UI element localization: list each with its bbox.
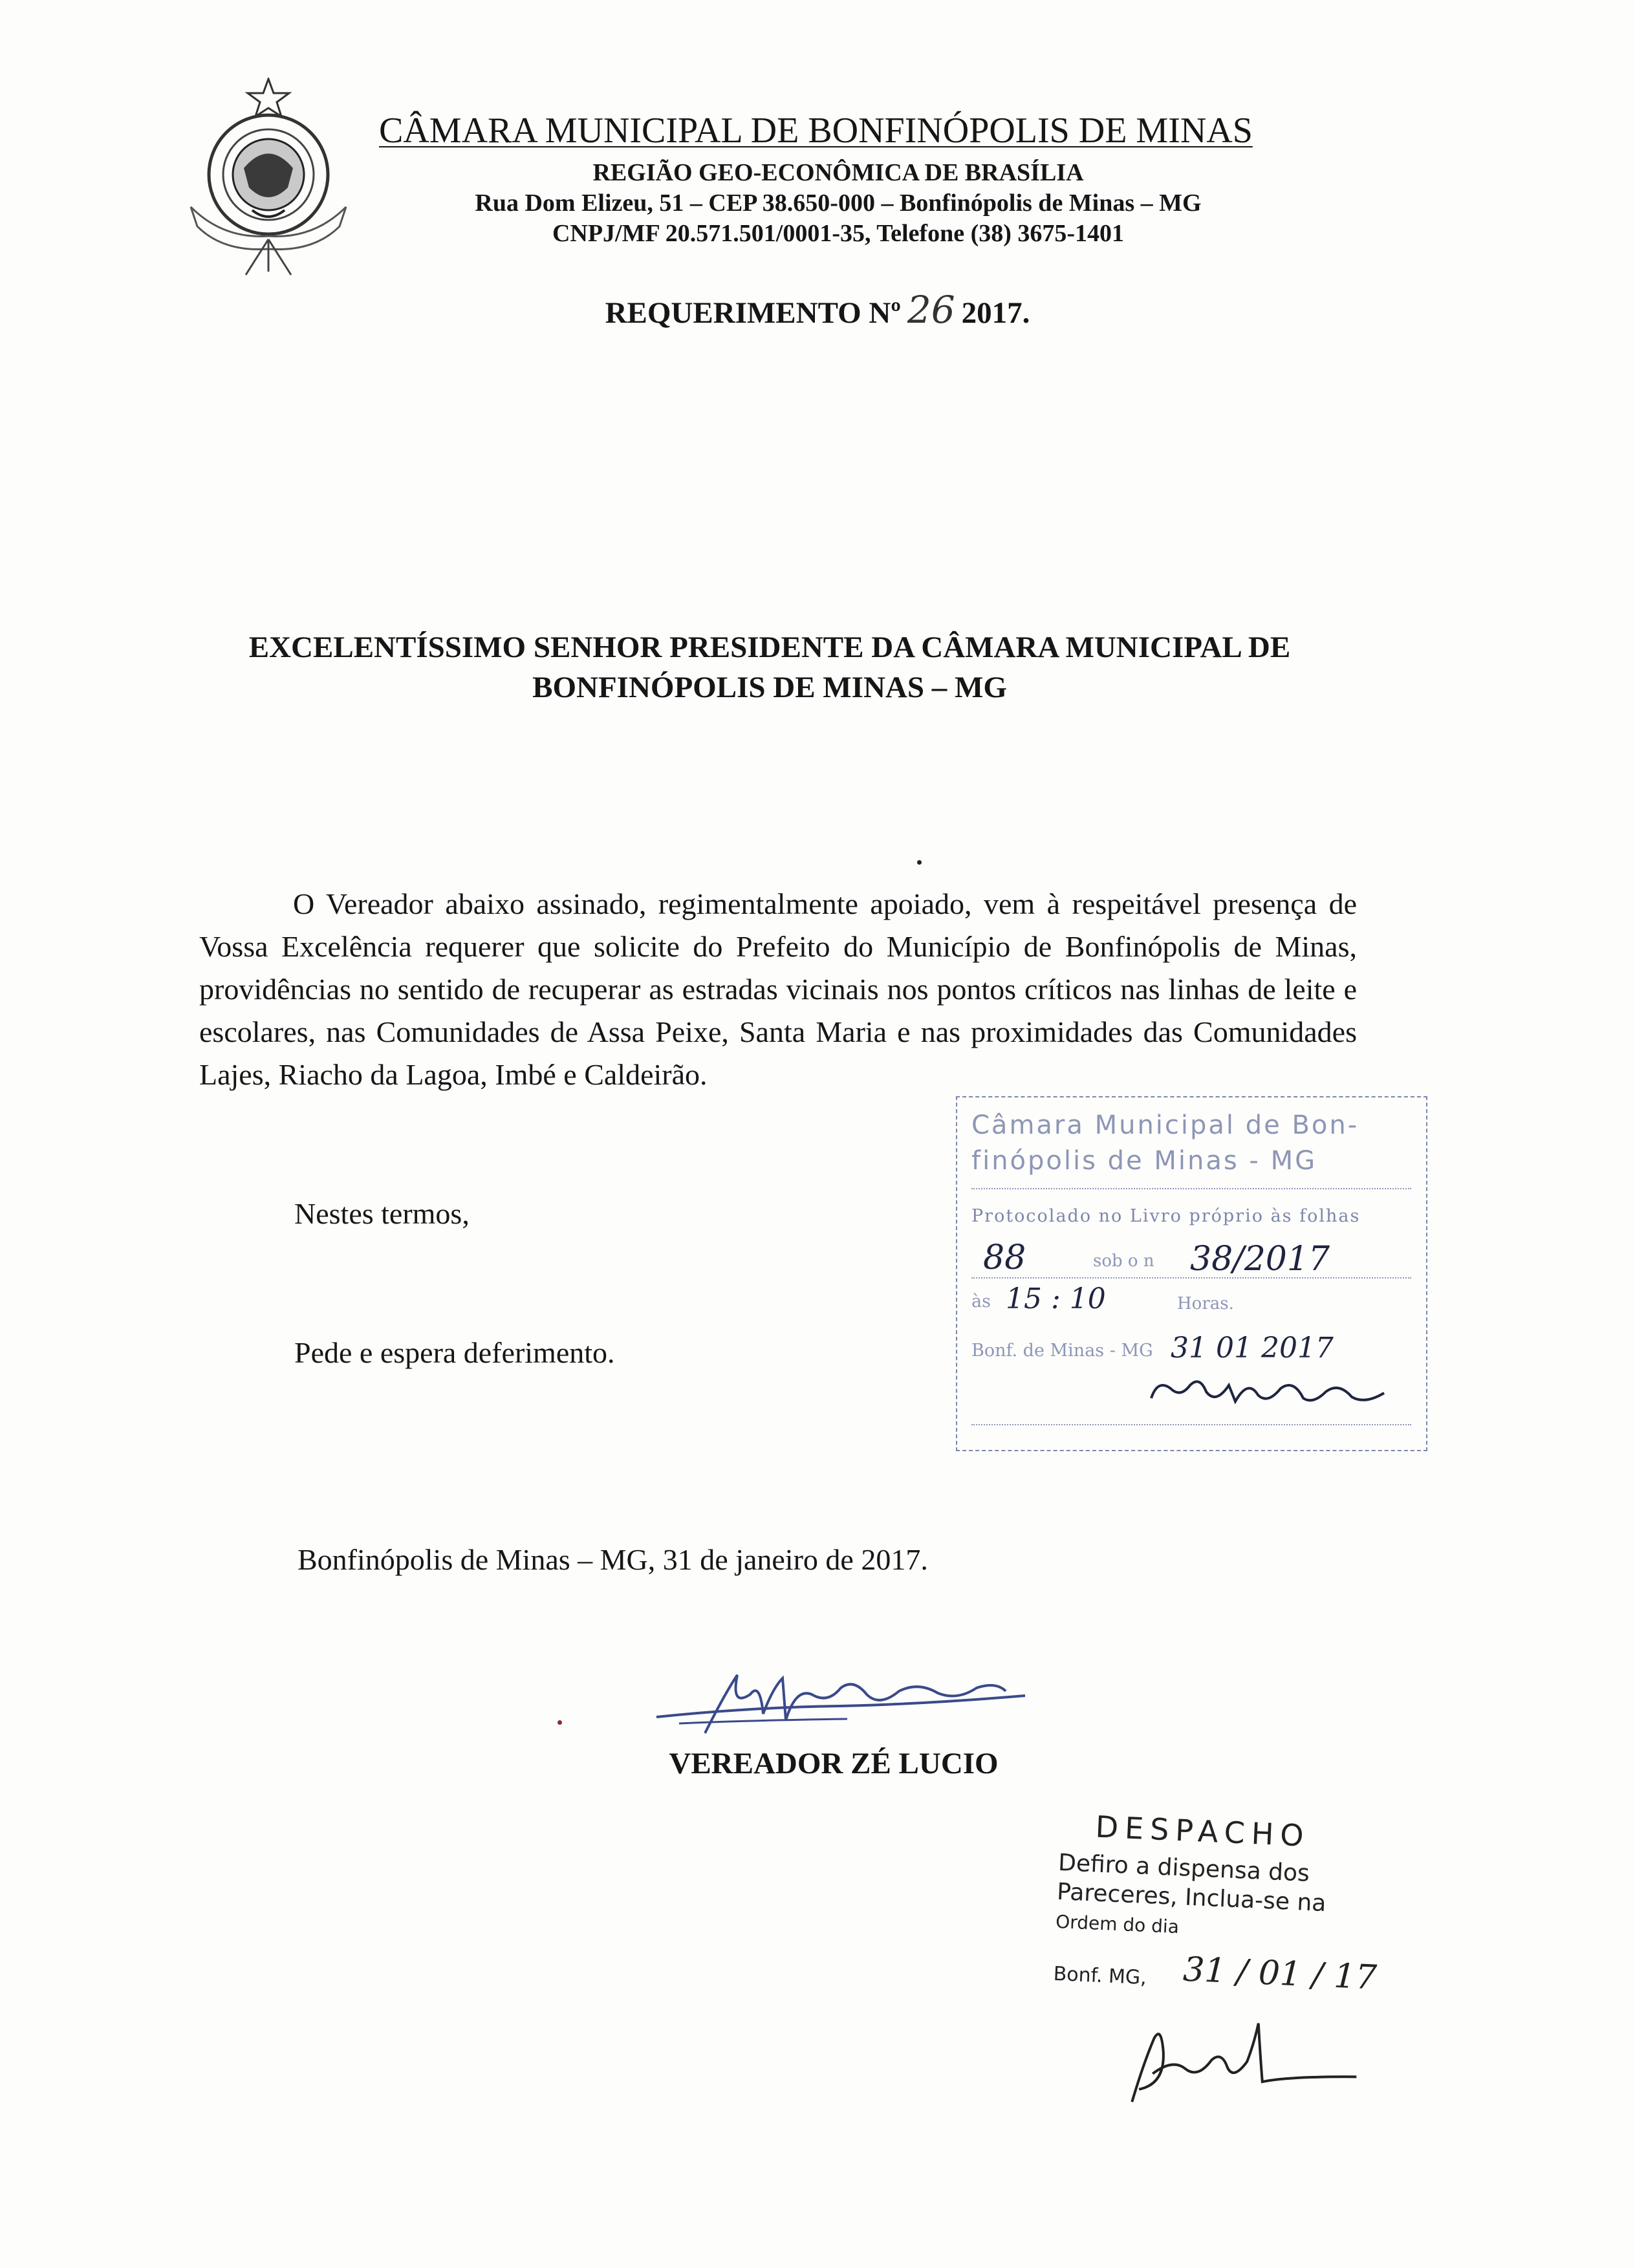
stamp-bonf-label: Bonf. de Minas - MG [971,1341,1153,1361]
request-number: 26 [907,288,955,332]
request-title-prefix: REQUERIMENTO Nº [605,296,901,330]
org-name: CÂMARA MUNICIPAL DE BONFINÓPOLIS DE MINAS [379,111,1253,151]
despacho-date-label: Bonf. MG, [1053,1962,1147,1990]
org-cnpj-phone: CNPJ/MF 20.571.501/0001-35, Telefone (38) 3675-1401 [552,220,1125,247]
stamp-date: 31 01 2017 [1171,1332,1334,1365]
stamp-sob-label: sob o n [1093,1251,1154,1271]
request-year: 2017. [961,296,1030,330]
stamp-time: 15 : 10 [1006,1282,1106,1315]
signer-name: VEREADOR ZÉ LUCIO [669,1747,999,1780]
signature-icon [653,1669,1028,1740]
org-region: REGIÃO GEO-ECONÔMICA DE BRASÍLIA [592,159,1084,186]
despacho-signature-icon [1112,2011,1362,2118]
stamp-horas-label: Horas. [1177,1294,1234,1313]
despacho-line-2: Pareceres, Inclua-se na [1056,1878,1327,1917]
protocol-stamp [956,1096,1427,1451]
stamp-divider [971,1188,1411,1189]
addressee-line-1: EXCELENTÍSSIMO SENHOR PRESIDENTE DA CÂMARA MUNICIPAL DE [248,631,1291,664]
addressee-line-2: BONFINÓPOLIS DE MINAS – MG [532,671,1007,704]
despacho-line-3: Ordem do dia [1055,1910,1180,1938]
body-paragraph: O Vereador abaixo assinado, regimentalmente apoiado, vem à respeitável presença de Vossa Excelência requerer que solicite do Prefeito do Município de Bonfinópolis de Minas, providências no sentido de recuperar as estradas vicinais nos pontos críticos nas linhas de leite e escolares, nas Comunidades de Assa Peixe, Santa Maria e nas proximidades das Comunidades Lajes, Riacho da Lagoa, Imbé e Caldeirão. [199,887,1357,1091]
closing-line-1: Nestes termos, [294,1197,470,1230]
municipal-seal-icon [184,78,352,278]
despacho-line-1: Defiro a dispensa dos [1057,1849,1310,1887]
stamp-as-label: às [971,1291,991,1312]
addressee [194,627,1345,707]
stamp-number: 38/2017 [1190,1240,1330,1279]
despacho-stamp [1047,1808,1383,2125]
request-title [0,288,1635,332]
stamp-line-1: Câmara Municipal de Bon- [971,1110,1359,1140]
ink-dot [917,860,922,865]
date-line: Bonfinópolis de Minas – MG, 31 de janeiro de 2017. [298,1543,928,1576]
stamp-folhas: 88 [983,1238,1026,1277]
ink-dot [558,1720,562,1725]
stamp-line-2: finópolis de Minas - MG [971,1146,1317,1176]
stamp-signature-icon [1145,1366,1403,1418]
despacho-date: 31 / 01 / 17 [1182,1950,1378,1998]
stamp-line-3: Protocolado no Livro próprio às folhas [971,1206,1361,1226]
despacho-title: DESPACHO [1094,1809,1311,1853]
stamp-bottom-rule [971,1424,1411,1425]
stamp-rule [971,1277,1411,1279]
closing-line-2: Pede e espera deferimento. [294,1336,615,1369]
org-address: Rua Dom Elizeu, 51 – CEP 38.650-000 – Bonfinópolis de Minas – MG [475,189,1202,217]
